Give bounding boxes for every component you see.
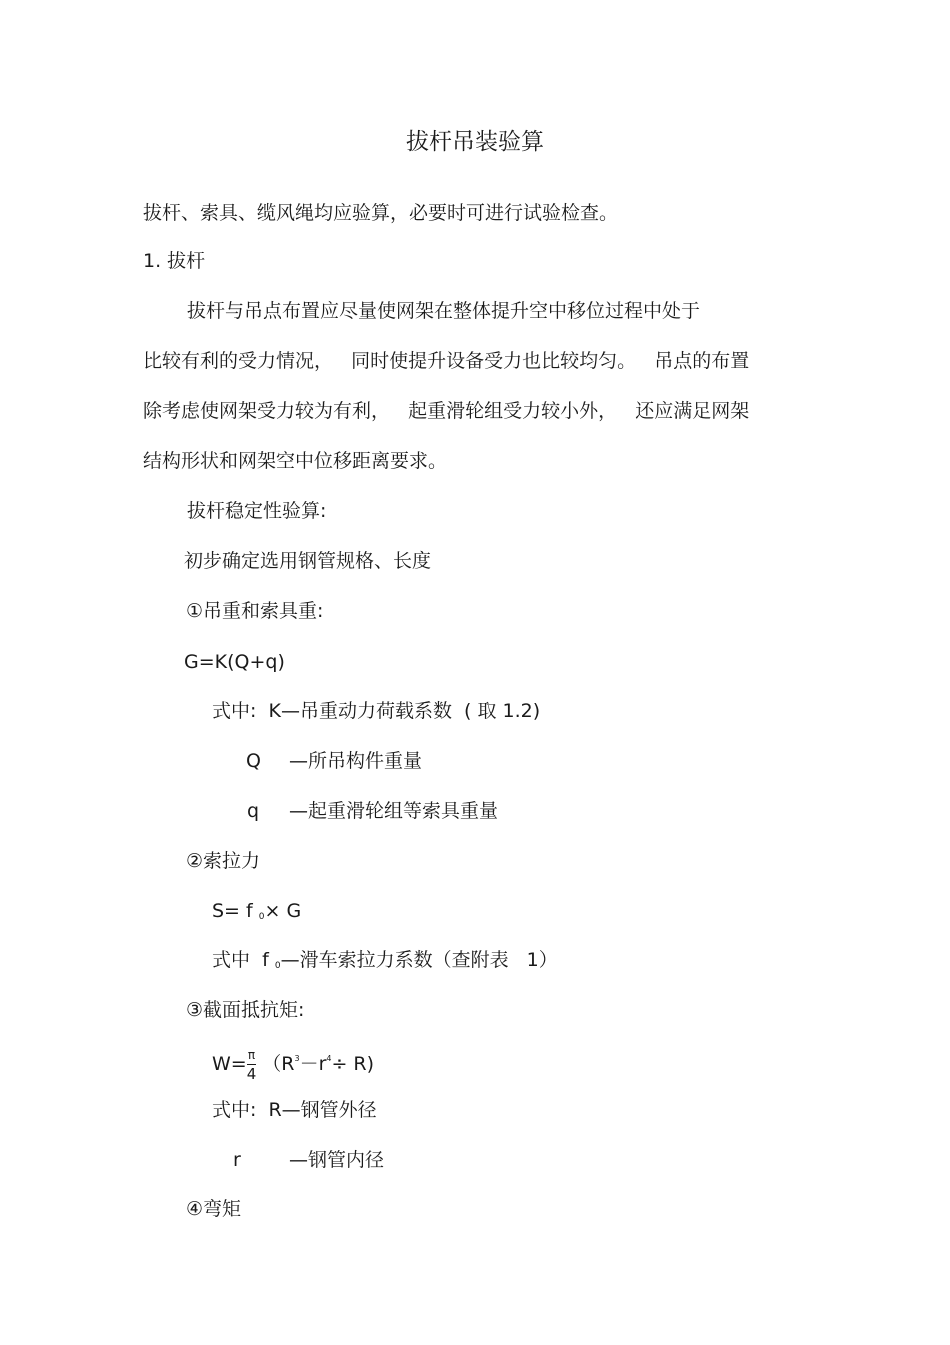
formula-s-rest: × G — [264, 900, 302, 922]
formula-s — [212, 899, 301, 929]
item3-heading: ③截面抵抗矩: — [186, 999, 305, 1021]
fraction-pi-over-4 — [247, 1046, 257, 1083]
fraction-denominator: 4 — [246, 1065, 257, 1083]
exponent-3: 3 — [294, 1054, 300, 1063]
where-r-outer-line: 式中: R—钢管外径 — [212, 1099, 377, 1121]
formula-s-subscript: 0 — [258, 912, 265, 922]
stability-heading: 拔杆稳定性验算: — [187, 500, 327, 522]
item1-heading: ①吊重和索具重: — [186, 600, 324, 622]
formula-w-lead: W= — [212, 1053, 247, 1075]
formula-w-minus-r: －r — [299, 1053, 327, 1075]
where-f0-line — [212, 948, 558, 978]
symbol-r-inner: r — [233, 1149, 241, 1171]
where-f0-subscript: 0 — [274, 961, 281, 971]
where-f0-desc: —滑车索拉力系数（查附表 1） — [280, 949, 558, 971]
formula-w-paren: （R — [262, 1053, 295, 1075]
formula-s-lead: S= f — [212, 900, 253, 922]
paragraph-line: 拔杆与吊点布置应尽量使网架在整体提升空中移位过程中处于 — [187, 300, 701, 322]
intro-line: 拔杆、索具、缆风绳均应验算，必要时可进行试验检查。 — [143, 202, 619, 224]
symbol-q-upper: Q — [246, 750, 261, 772]
symbol-q-lower: q — [247, 800, 260, 822]
paragraph-line: 结构形状和网架空中位移距离要求。 — [143, 450, 448, 472]
section-heading: 1. 拔杆 — [143, 250, 206, 272]
item2-heading: ②索拉力 — [186, 850, 261, 872]
paragraph-line: 比较有利的受力情况， 同时使提升设备受力也比较均匀。 吊点的布置 — [143, 350, 750, 372]
preliminary-line: 初步确定选用钢管规格、长度 — [184, 550, 432, 572]
where-k-line: 式中: K—吊重动力荷载系数 ( 取 1.2) — [212, 700, 541, 722]
exponent-4: 4 — [326, 1054, 332, 1063]
desc-r-inner: —钢管内径 — [289, 1149, 385, 1171]
formula-g: G=K(Q+q) — [184, 651, 285, 673]
document-title: 拔杆吊装验算 — [406, 129, 544, 155]
desc-q-upper: —所吊构件重量 — [289, 750, 423, 772]
formula-w — [212, 1040, 374, 1083]
item4-heading: ④弯矩 — [186, 1198, 242, 1220]
paragraph-line: 除考虑使网架受力较为有利， 起重滑轮组受力较小外， 还应满足网架 — [143, 400, 750, 422]
fraction-numerator: π — [247, 1046, 257, 1065]
where-f0-lead: 式中 f — [212, 949, 269, 971]
formula-w-tail: ÷ R) — [331, 1053, 375, 1075]
desc-q-lower: —起重滑轮组等索具重量 — [289, 800, 499, 822]
